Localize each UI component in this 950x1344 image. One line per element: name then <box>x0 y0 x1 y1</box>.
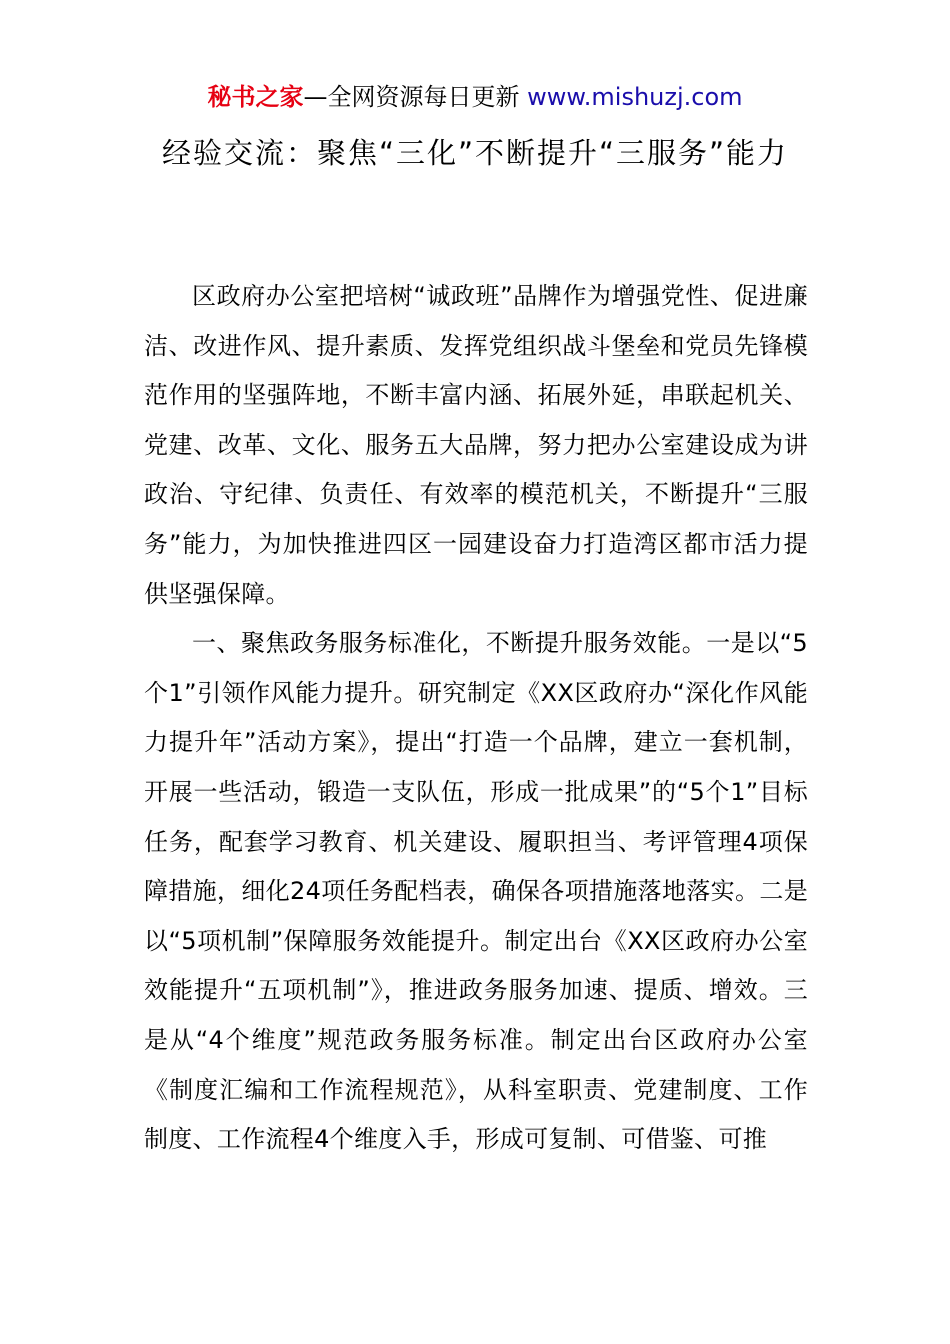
banner-url-link[interactable]: www.mishuzj.com <box>527 83 743 111</box>
document-title: 经验交流：聚焦“三化”不断提升“三服务”能力 <box>161 136 789 170</box>
site-banner <box>0 80 950 114</box>
document-body <box>144 272 808 1165</box>
paragraph-intro: 区政府办公室把培树“诚政班”品牌作为增强党性、促进廉洁、改进作风、提升素质、发挥党组织战斗堡垒和党员先锋模范作用的坚强阵地，不断丰富内涵、拓展外延，串联起机关、党建、改革、文化、服务五大品牌，努力把办公室建设成为讲政治、守纪律、负责任、有效率的模范机关，不断提升“三服务”能力，为加快推进四区一园建设奋力打造湾区都市活力提供坚强保障。 <box>144 282 808 608</box>
paragraph-section-one: 一、聚焦政务服务标准化，不断提升服务效能。一是以“5个1”引领作风能力提升。研究制定《XX区政府办“深化作风能力提升年”活动方案》，提出“打造一个品牌，建立一套机制，开展一些活动，锻造一支队伍，形成一批成果”的“5个1”目标任务，配套学习教育、机关建设、履职担当、考评管理4项保障措施，细化24项任务配档表，确保各项措施落地落实。二是以“5项机制”保障服务效能提升。制定出台《XX区政府办公室效能提升“五项机制”》，推进政务服务加速、提质、增效。三是从“4个维度”规范政务服务标准。制定出台区政府办公室《制度汇编和工作流程规范》，从科室职责、党建制度、工作制度、工作流程4个维度入手，形成可复制、可借鉴、可推 <box>144 629 808 1154</box>
banner-tagline: —全网资源每日更新 <box>303 83 520 111</box>
banner-brand: 秘书之家 <box>207 83 304 111</box>
